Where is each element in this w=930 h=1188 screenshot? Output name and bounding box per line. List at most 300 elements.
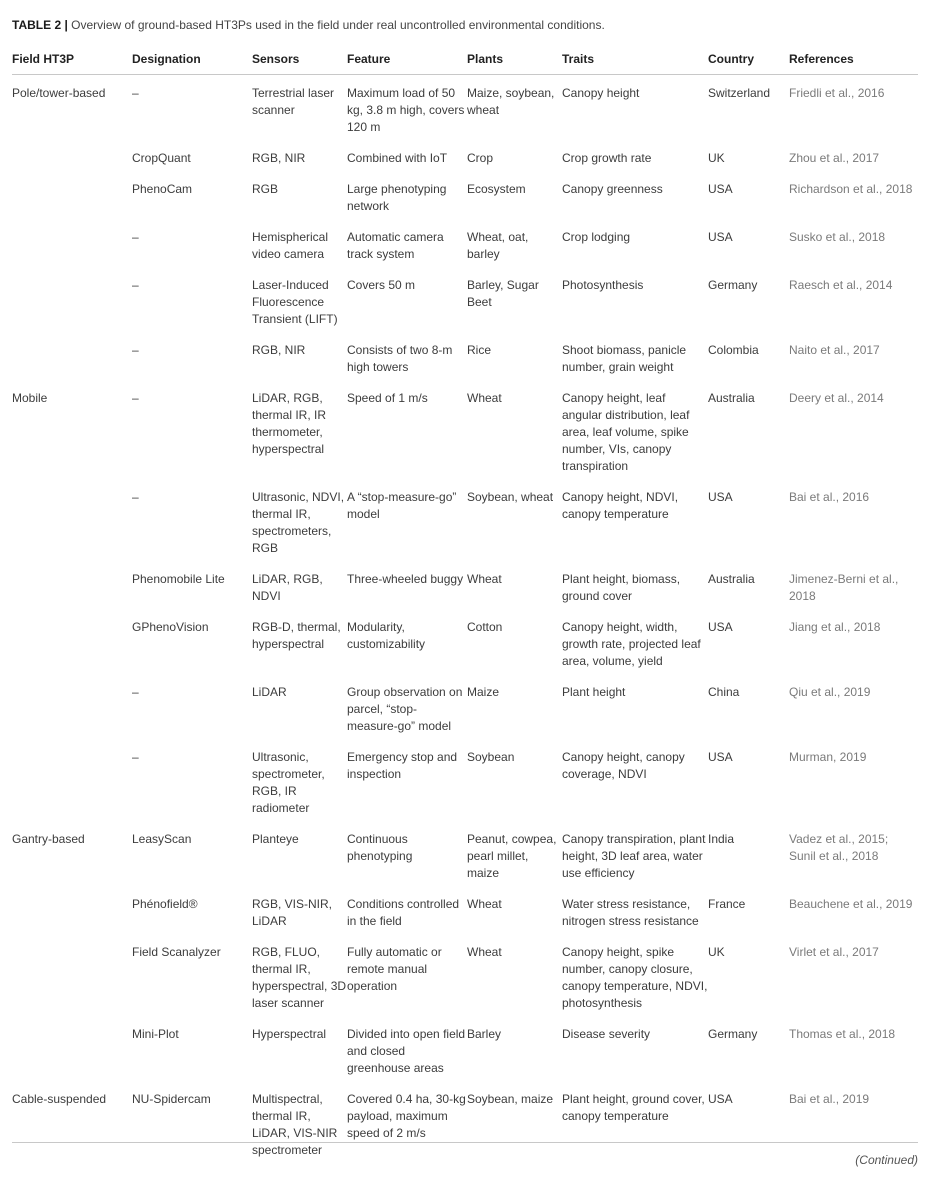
references-cell xyxy=(789,886,918,934)
column-header: Feature xyxy=(347,44,467,75)
cell-text: Switzerland xyxy=(708,86,771,100)
feature-cell xyxy=(347,934,467,1016)
designation-cell xyxy=(132,140,252,171)
table-label: TABLE 2 | xyxy=(12,18,68,32)
field-ht3p-cell xyxy=(12,332,132,380)
traits-cell xyxy=(562,219,708,267)
field-ht3p-cell xyxy=(12,561,132,609)
column-header: Country xyxy=(708,44,789,75)
sensors-cell xyxy=(252,821,347,886)
cell-text: Crop growth rate xyxy=(562,151,652,165)
country-cell xyxy=(708,609,789,674)
plants-cell xyxy=(467,934,562,1016)
cell-text: Ultrasonic, NDVI, thermal IR, spectrometers, RGB xyxy=(252,490,345,555)
feature-cell xyxy=(347,219,467,267)
cell-text: China xyxy=(708,685,740,699)
cell-text: Deery et al., 2014 xyxy=(789,391,884,405)
cell-text: LiDAR, RGB, NDVI xyxy=(252,572,323,603)
cell-text: Maize xyxy=(467,685,500,699)
cell-text: Bai et al., 2019 xyxy=(789,1092,870,1106)
references-cell xyxy=(789,1016,918,1081)
cell-text: Canopy height, leaf angular distribution, leaf area, leaf volume, spike number, VIs, canopy transpiration xyxy=(562,391,690,473)
field-ht3p-cell xyxy=(12,267,132,332)
plants-cell xyxy=(467,75,562,141)
cell-text: Richardson et al., 2018 xyxy=(789,182,913,196)
cell-text: Large phenotyping network xyxy=(347,182,447,213)
country-cell xyxy=(708,739,789,821)
cell-text: Cable-suspended xyxy=(12,1092,107,1106)
cell-text: Multispectral, thermal IR, LiDAR, VIS-NIR spectrometer xyxy=(252,1092,338,1157)
sensors-cell xyxy=(252,674,347,739)
cell-text: Continuous phenotyping xyxy=(347,832,413,863)
designation-cell xyxy=(132,479,252,561)
feature-cell xyxy=(347,479,467,561)
cell-text: Modularity, customizability xyxy=(347,620,426,651)
table-row xyxy=(12,821,918,886)
cell-text: Soybean, wheat xyxy=(467,490,554,504)
cell-text: – xyxy=(132,750,139,764)
sensors-cell xyxy=(252,171,347,219)
references-cell xyxy=(789,609,918,674)
cell-text: Jiang et al., 2018 xyxy=(789,620,881,634)
cell-text: Zhou et al., 2017 xyxy=(789,151,880,165)
cell-text: USA xyxy=(708,750,733,764)
cell-text: Ultrasonic, spectrometer, RGB, IR radiometer xyxy=(252,750,325,815)
table-row xyxy=(12,886,918,934)
country-cell xyxy=(708,934,789,1016)
cell-text: Divided into open field and closed greenhouse areas xyxy=(347,1027,466,1075)
cell-text: Water stress resistance, nitrogen stress resistance xyxy=(562,897,699,928)
table-row xyxy=(12,1081,918,1163)
column-header: Designation xyxy=(132,44,252,75)
country-cell xyxy=(708,171,789,219)
plants-cell xyxy=(467,380,562,479)
continued-note: (Continued) xyxy=(855,1153,918,1167)
traits-cell xyxy=(562,674,708,739)
cell-text: Hyperspectral xyxy=(252,1027,327,1041)
cell-text: Pole/tower-based xyxy=(12,86,106,100)
cell-text: Murman, 2019 xyxy=(789,750,867,764)
cell-text: LiDAR xyxy=(252,685,287,699)
cell-text: USA xyxy=(708,182,733,196)
plants-cell xyxy=(467,561,562,609)
cell-text: Virlet et al., 2017 xyxy=(789,945,879,959)
designation-cell xyxy=(132,739,252,821)
cell-text: Beauchene et al., 2019 xyxy=(789,897,913,911)
table-row xyxy=(12,380,918,479)
cell-text: PhenoCam xyxy=(132,182,193,196)
cell-text: – xyxy=(132,278,139,292)
traits-cell xyxy=(562,267,708,332)
table-row xyxy=(12,140,918,171)
feature-cell xyxy=(347,739,467,821)
country-cell xyxy=(708,821,789,886)
plants-cell xyxy=(467,479,562,561)
designation-cell xyxy=(132,821,252,886)
cell-text: RGB, NIR xyxy=(252,343,306,357)
feature-cell xyxy=(347,674,467,739)
references-cell xyxy=(789,75,918,141)
plants-cell xyxy=(467,219,562,267)
table-row xyxy=(12,609,918,674)
traits-cell xyxy=(562,332,708,380)
references-cell xyxy=(789,739,918,821)
cell-text: LiDAR, RGB, thermal IR, IR thermometer, hyperspectral xyxy=(252,391,327,456)
cell-text: – xyxy=(132,230,139,244)
designation-cell xyxy=(132,332,252,380)
field-ht3p-cell xyxy=(12,739,132,821)
traits-cell xyxy=(562,140,708,171)
table-row xyxy=(12,674,918,739)
cell-text: Barley xyxy=(467,1027,502,1041)
field-ht3p-cell xyxy=(12,140,132,171)
cell-text: Barley, Sugar Beet xyxy=(467,278,539,309)
country-cell xyxy=(708,674,789,739)
table-row xyxy=(12,739,918,821)
cell-text: Canopy greenness xyxy=(562,182,663,196)
cell-text: Disease severity xyxy=(562,1027,651,1041)
cell-text: France xyxy=(708,897,746,911)
table-row xyxy=(12,75,918,141)
references-cell xyxy=(789,1081,918,1163)
feature-cell xyxy=(347,140,467,171)
designation-cell xyxy=(132,171,252,219)
cell-text: Australia xyxy=(708,572,755,586)
cell-text xyxy=(12,1016,132,1030)
feature-cell xyxy=(347,332,467,380)
traits-cell xyxy=(562,1016,708,1081)
designation-cell xyxy=(132,267,252,332)
designation-cell xyxy=(132,75,252,141)
sensors-cell xyxy=(252,380,347,479)
table-row xyxy=(12,171,918,219)
cell-text: Thomas et al., 2018 xyxy=(789,1027,896,1041)
plants-cell xyxy=(467,267,562,332)
feature-cell xyxy=(347,380,467,479)
cell-text: Germany xyxy=(708,278,758,292)
table-body xyxy=(12,75,918,1164)
cell-text: RGB xyxy=(252,182,279,196)
table-row xyxy=(12,267,918,332)
cell-text: Phénofield® xyxy=(132,897,198,911)
cell-text: RGB, FLUO, thermal IR, hyperspectral, 3D laser scanner xyxy=(252,945,347,1010)
cell-text xyxy=(12,561,132,575)
sensors-cell xyxy=(252,1081,347,1163)
cell-text: Planteye xyxy=(252,832,299,846)
sensors-cell xyxy=(252,267,347,332)
designation-cell xyxy=(132,219,252,267)
cell-text: Wheat xyxy=(467,391,502,405)
cell-text: Maximum load of 50 kg, 3.8 m high, covers 120 m xyxy=(347,86,465,134)
feature-cell xyxy=(347,561,467,609)
traits-cell xyxy=(562,886,708,934)
designation-cell xyxy=(132,934,252,1016)
sensors-cell xyxy=(252,609,347,674)
sensors-cell xyxy=(252,886,347,934)
cell-text: Speed of 1 m/s xyxy=(347,391,428,405)
cell-text: USA xyxy=(708,490,733,504)
traits-cell xyxy=(562,609,708,674)
cell-text: USA xyxy=(708,1092,733,1106)
cell-text: LeasyScan xyxy=(132,832,192,846)
table-row xyxy=(12,332,918,380)
cell-text: Plant height xyxy=(562,685,626,699)
table-row xyxy=(12,934,918,1016)
references-cell xyxy=(789,171,918,219)
field-ht3p-cell xyxy=(12,674,132,739)
cell-text: Colombia xyxy=(708,343,759,357)
plants-cell xyxy=(467,1016,562,1081)
cell-text: Germany xyxy=(708,1027,758,1041)
references-cell xyxy=(789,380,918,479)
plants-cell xyxy=(467,332,562,380)
references-cell xyxy=(789,561,918,609)
traits-cell xyxy=(562,561,708,609)
references-cell xyxy=(789,934,918,1016)
designation-cell xyxy=(132,1081,252,1163)
references-cell xyxy=(789,267,918,332)
cell-text xyxy=(12,674,132,688)
cell-text: Wheat xyxy=(467,945,502,959)
field-ht3p-cell xyxy=(12,821,132,886)
cell-text: Gantry-based xyxy=(12,832,85,846)
cell-text: Mobile xyxy=(12,391,48,405)
column-header: References xyxy=(789,44,918,75)
cell-text: Conditions controlled in the field xyxy=(347,897,460,928)
ht3p-table xyxy=(12,44,918,1163)
cell-text: India xyxy=(708,832,735,846)
country-cell xyxy=(708,380,789,479)
cell-text: Raesch et al., 2014 xyxy=(789,278,893,292)
cell-text: Canopy height, NDVI, canopy temperature xyxy=(562,490,679,521)
feature-cell xyxy=(347,171,467,219)
cell-text: Soybean, maize xyxy=(467,1092,554,1106)
traits-cell xyxy=(562,821,708,886)
traits-cell xyxy=(562,75,708,141)
cell-text: UK xyxy=(708,945,725,959)
sensors-cell xyxy=(252,479,347,561)
traits-cell xyxy=(562,1081,708,1163)
cell-text: Plant height, ground cover, canopy temperature xyxy=(562,1092,705,1123)
cell-text: RGB-D, thermal, hyperspectral xyxy=(252,620,341,651)
cell-text: Hemispherical video camera xyxy=(252,230,329,261)
cell-text: Soybean xyxy=(467,750,515,764)
cell-text: Emergency stop and inspection xyxy=(347,750,458,781)
field-ht3p-cell xyxy=(12,886,132,934)
cell-text: UK xyxy=(708,151,725,165)
cell-text xyxy=(12,267,132,281)
country-cell xyxy=(708,561,789,609)
cell-text: Wheat xyxy=(467,897,502,911)
cell-text: Phenomobile Lite xyxy=(132,572,225,586)
country-cell xyxy=(708,75,789,141)
cell-text: Canopy height, width, growth rate, projected leaf area, volume, yield xyxy=(562,620,701,668)
cell-text: Mini-Plot xyxy=(132,1027,179,1041)
sensors-cell xyxy=(252,140,347,171)
field-ht3p-cell xyxy=(12,219,132,267)
feature-cell xyxy=(347,821,467,886)
cell-text: Crop lodging xyxy=(562,230,631,244)
cell-text: Field Scanalyzer xyxy=(132,945,221,959)
cell-text: Three-wheeled buggy xyxy=(347,572,464,586)
field-ht3p-cell xyxy=(12,380,132,479)
cell-text: GPhenoVision xyxy=(132,620,209,634)
table-row xyxy=(12,479,918,561)
cell-text: Maize, soybean, wheat xyxy=(467,86,555,117)
column-header: Field HT3P xyxy=(12,44,132,75)
designation-cell xyxy=(132,674,252,739)
cell-text: Ecosystem xyxy=(467,182,526,196)
field-ht3p-cell xyxy=(12,479,132,561)
cell-text: Crop xyxy=(467,151,494,165)
cell-text xyxy=(12,332,132,346)
cell-text: Fully automatic or remote manual operation xyxy=(347,945,442,993)
cell-text: Shoot biomass, panicle number, grain weight xyxy=(562,343,687,374)
traits-cell xyxy=(562,739,708,821)
plants-cell xyxy=(467,140,562,171)
cell-text: Bai et al., 2016 xyxy=(789,490,870,504)
cell-text: Naito et al., 2017 xyxy=(789,343,880,357)
table-header-row xyxy=(12,44,918,75)
cell-text xyxy=(12,886,132,900)
table-row xyxy=(12,219,918,267)
references-cell xyxy=(789,479,918,561)
cell-text: Canopy height xyxy=(562,86,640,100)
cell-text: Wheat xyxy=(467,572,502,586)
cell-text: Cotton xyxy=(467,620,503,634)
cell-text: – xyxy=(132,343,139,357)
references-cell xyxy=(789,674,918,739)
cell-text: Terrestrial laser scanner xyxy=(252,86,335,117)
cell-text: Automatic camera track system xyxy=(347,230,444,261)
cell-text: Rice xyxy=(467,343,492,357)
table-row xyxy=(12,1016,918,1081)
plants-cell xyxy=(467,171,562,219)
cell-text: Qiu et al., 2019 xyxy=(789,685,871,699)
cell-text: Group observation on parcel, “stop-measure-go” model xyxy=(347,685,463,733)
feature-cell xyxy=(347,1016,467,1081)
feature-cell xyxy=(347,1081,467,1163)
traits-cell xyxy=(562,934,708,1016)
cell-text xyxy=(12,609,132,623)
cell-text: RGB, VIS-NIR, LiDAR xyxy=(252,897,333,928)
feature-cell xyxy=(347,609,467,674)
feature-cell xyxy=(347,886,467,934)
cell-text: RGB, NIR xyxy=(252,151,306,165)
cell-text: Canopy transpiration, plant height, 3D leaf area, water use efficiency xyxy=(562,832,706,880)
cell-text: Vadez et al., 2015; Sunil et al., 2018 xyxy=(789,832,889,863)
cell-text xyxy=(12,739,132,753)
cell-text: – xyxy=(132,86,139,100)
cell-text: Jimenez-Berni et al., 2018 xyxy=(789,572,899,603)
cell-text xyxy=(12,934,132,948)
country-cell xyxy=(708,140,789,171)
field-ht3p-cell xyxy=(12,1016,132,1081)
sensors-cell xyxy=(252,1016,347,1081)
feature-cell xyxy=(347,75,467,141)
plants-cell xyxy=(467,739,562,821)
cell-text: Laser-Induced Fluorescence Transient (LIFT) xyxy=(252,278,338,326)
cell-text: Combined with IoT xyxy=(347,151,448,165)
cell-text: Friedli et al., 2016 xyxy=(789,86,885,100)
cell-text: Canopy height, spike number, canopy closure, canopy temperature, NDVI, photosynthesis xyxy=(562,945,708,1010)
references-cell xyxy=(789,219,918,267)
designation-cell xyxy=(132,380,252,479)
country-cell xyxy=(708,1016,789,1081)
designation-cell xyxy=(132,1016,252,1081)
sensors-cell xyxy=(252,332,347,380)
field-ht3p-cell xyxy=(12,609,132,674)
country-cell xyxy=(708,332,789,380)
sensors-cell xyxy=(252,219,347,267)
traits-cell xyxy=(562,380,708,479)
field-ht3p-cell xyxy=(12,171,132,219)
cell-text xyxy=(12,479,132,493)
country-cell xyxy=(708,886,789,934)
field-ht3p-cell xyxy=(12,75,132,141)
cell-text xyxy=(12,219,132,233)
cell-text: Peanut, cowpea, pearl millet, maize xyxy=(467,832,557,880)
plants-cell xyxy=(467,821,562,886)
cell-text: Covered 0.4 ha, 30-kg payload, maximum speed of 2 m/s xyxy=(347,1092,466,1140)
designation-cell xyxy=(132,886,252,934)
cell-text: Consists of two 8-m high towers xyxy=(347,343,453,374)
cell-text: Wheat, oat, barley xyxy=(467,230,529,261)
cell-text: Covers 50 m xyxy=(347,278,416,292)
references-cell xyxy=(789,332,918,380)
cell-text: A “stop-measure-go” model xyxy=(347,490,457,521)
plants-cell xyxy=(467,674,562,739)
traits-cell xyxy=(562,479,708,561)
country-cell xyxy=(708,267,789,332)
cell-text: Photosynthesis xyxy=(562,278,644,292)
cell-text: Canopy height, canopy coverage, NDVI xyxy=(562,750,685,781)
cell-text: NU-Spidercam xyxy=(132,1092,211,1106)
cell-text: USA xyxy=(708,620,733,634)
feature-cell xyxy=(347,267,467,332)
column-header: Traits xyxy=(562,44,708,75)
table-caption-text: Overview of ground-based HT3Ps used in the field under real uncontrolled environmental conditions. xyxy=(71,18,605,32)
cell-text: Susko et al., 2018 xyxy=(789,230,886,244)
cell-text: CropQuant xyxy=(132,151,191,165)
designation-cell xyxy=(132,561,252,609)
plants-cell xyxy=(467,886,562,934)
field-ht3p-cell xyxy=(12,934,132,1016)
cell-text xyxy=(12,140,132,154)
sensors-cell xyxy=(252,561,347,609)
designation-cell xyxy=(132,609,252,674)
plants-cell xyxy=(467,1081,562,1163)
cell-text xyxy=(12,171,132,185)
field-ht3p-cell xyxy=(12,1081,132,1163)
plants-cell xyxy=(467,609,562,674)
sensors-cell xyxy=(252,739,347,821)
table-row xyxy=(12,561,918,609)
cell-text: – xyxy=(132,490,139,504)
cell-text: – xyxy=(132,391,139,405)
column-header: Plants xyxy=(467,44,562,75)
country-cell xyxy=(708,479,789,561)
cell-text: Australia xyxy=(708,391,755,405)
table-bottom-rule xyxy=(12,1142,918,1143)
cell-text: Plant height, biomass, ground cover xyxy=(562,572,681,603)
table-caption xyxy=(12,17,918,33)
country-cell xyxy=(708,1081,789,1163)
sensors-cell xyxy=(252,75,347,141)
column-header: Sensors xyxy=(252,44,347,75)
country-cell xyxy=(708,219,789,267)
references-cell xyxy=(789,140,918,171)
